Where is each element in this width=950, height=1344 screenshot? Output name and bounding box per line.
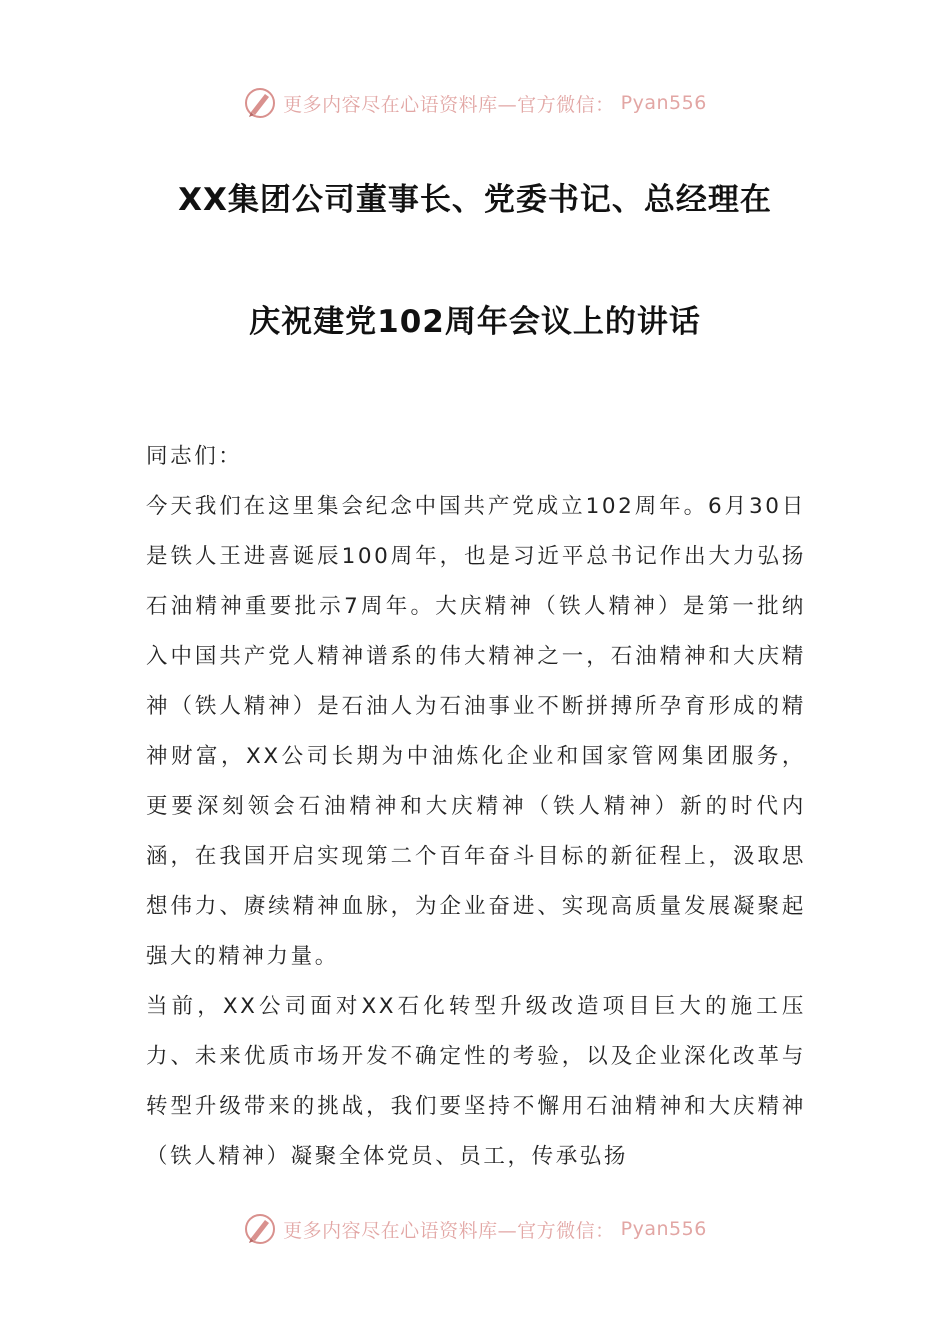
speech-body (146, 432, 806, 1182)
watermark-id: Pyan556 (620, 92, 707, 114)
salutation: 同志们： (146, 444, 243, 469)
paragraph: 当前，XX公司面对XX石化转型升级改造项目巨大的施工压力、未来优质市场开发不确定性的考验，以及企业深化改革与转型升级带来的挑战，我们要坚持不懈用石油精神和大庆精神（铁人精神）凝聚全体党员、员工，传承弘扬 (146, 994, 806, 1169)
watermark-header (0, 86, 950, 120)
watermark-id: Pyan556 (620, 1218, 707, 1240)
watermark-text: 更多内容尽在心语资料库—官方微信： (283, 93, 615, 116)
document-title-line-1: XX集团公司董事长、党委书记、总经理在 (178, 182, 772, 218)
pen-logo-icon (243, 86, 277, 120)
document-title-line-2: 庆祝建党102周年会议上的讲话 (249, 304, 701, 340)
pen-logo-icon (243, 1212, 277, 1246)
watermark-footer (0, 1212, 950, 1246)
watermark-text: 更多内容尽在心语资料库—官方微信： (283, 1219, 615, 1242)
paragraph: 今天我们在这里集会纪念中国共产党成立102周年。6月30日是铁人王进喜诞辰100周年，也是习近平总书记作出大力弘扬石油精神重要批示7周年。大庆精神（铁人精神）是第一批纳入中国共产党人精神谱系的伟大精神之一，石油精神和大庆精神（铁人精神）是石油人为石油事业不断拼搏所孕育形成的精神财富，XX公司长期为中油炼化企业和国家管网集团服务，更要深刻领会石油精神和大庆精神（铁人精神）新的时代内涵，在我国开启实现第二个百年奋斗目标的新征程上，汲取思想伟力、赓续精神血脉，为企业奋进、实现高质量发展凝聚起强大的精神力量。 (146, 494, 806, 969)
